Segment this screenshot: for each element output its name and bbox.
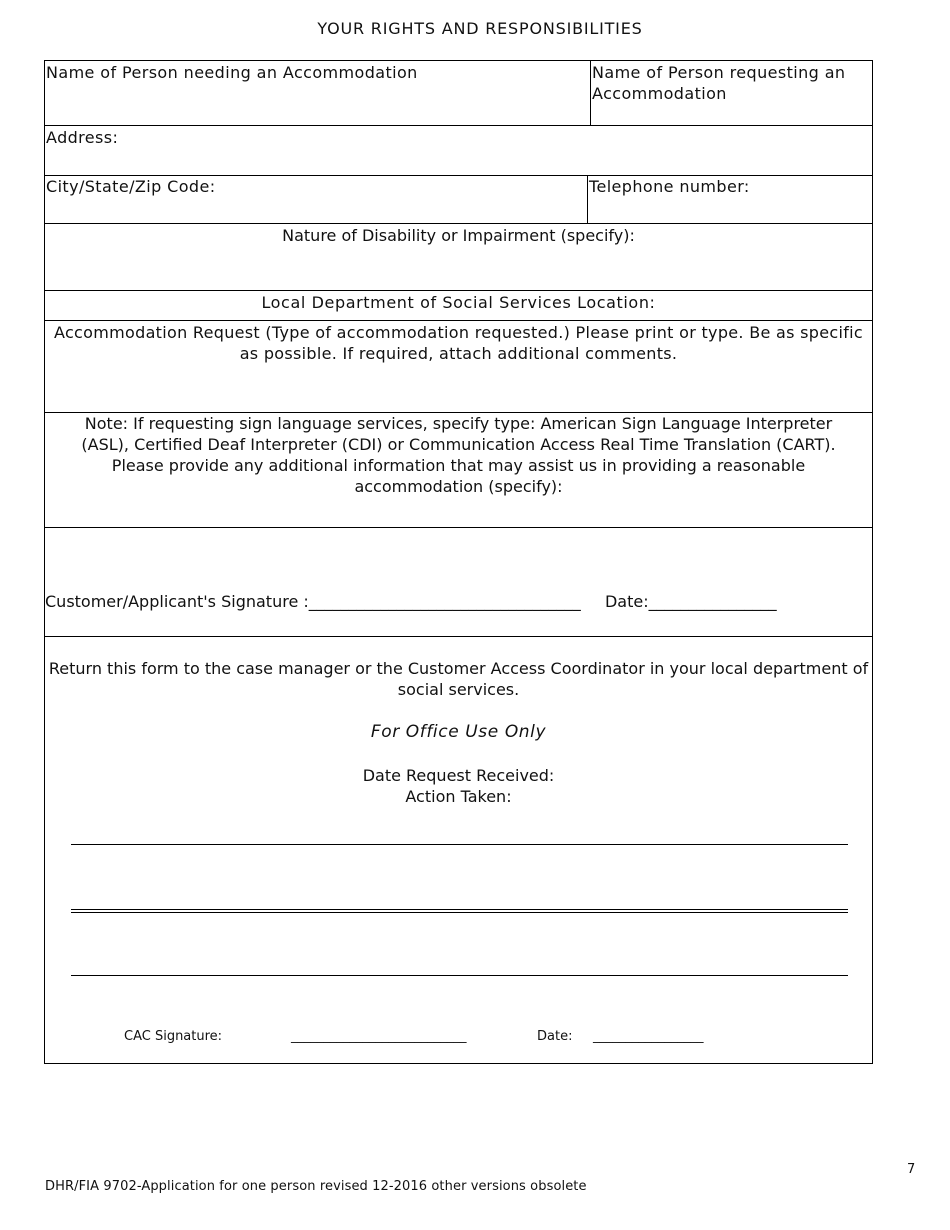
customer-signature-label: Customer/Applicant's Signature : <box>45 592 309 611</box>
action-line-2-double <box>71 912 848 913</box>
page-number: 7 <box>907 1162 916 1177</box>
return-instructions: Return this form to the case manager or the Customer Access Coordinator in your local department of social services. <box>48 659 869 699</box>
action-line-1[interactable] <box>71 844 848 845</box>
address-field[interactable] <box>45 126 872 175</box>
customer-date-blank[interactable]: ________________ <box>648 592 777 611</box>
telephone-label: Telephone number: <box>589 177 750 196</box>
city-state-zip-field[interactable] <box>45 176 587 223</box>
cac-date-label: Date: <box>537 1029 573 1044</box>
form-identifier: DHR/FIA 9702-Application for one person revised 12-2016 other versions obsolete <box>45 1179 587 1194</box>
additional-info-note: Please provide any additional information that may assist us in providing a reasonable accommodation (specify): <box>111 456 806 496</box>
date-request-received-label: Date Request Received: <box>362 766 555 785</box>
page-title: YOUR RIGHTS AND RESPONSIBILITIES <box>317 19 643 38</box>
disability-row[interactable] <box>45 224 872 291</box>
cac-signature-label: CAC Signature: <box>124 1029 223 1044</box>
address-label: Address: <box>46 128 119 147</box>
name-requesting-field[interactable] <box>590 61 872 125</box>
location-label: Local Department of Social Services Location: <box>261 293 656 312</box>
sign-language-note: Note: If requesting sign language services, specify type: American Sign Language Interpreter (ASL), Certified Deaf Interpreter (CDI) or Communication Access Real Time Translation (CART). <box>81 414 836 454</box>
cac-signature-blank[interactable]: ___________________________ <box>291 1029 467 1044</box>
accommodation-request-row[interactable] <box>45 321 872 413</box>
signature-row <box>45 528 872 637</box>
action-line-2[interactable] <box>71 909 848 910</box>
city-phone-row <box>45 176 872 224</box>
name-requesting-label: Name of Person requesting an Accommodation <box>592 63 846 103</box>
city-state-zip-label: City/State/Zip Code: <box>46 177 216 196</box>
name-needing-label: Name of Person needing an Accommodation <box>46 63 418 82</box>
customer-date-label: Date: <box>604 592 649 611</box>
action-taken-label: Action Taken: <box>405 787 512 806</box>
office-use-section <box>45 637 872 1063</box>
office-use-heading: For Office Use Only <box>370 722 547 742</box>
disability-label: Nature of Disability or Impairment (specify): <box>282 226 635 245</box>
cac-date-blank[interactable]: _________________ <box>593 1029 704 1044</box>
note-row[interactable] <box>45 413 872 528</box>
name-needing-field[interactable] <box>45 61 590 125</box>
customer-signature-blank[interactable]: __________________________________ <box>308 592 581 611</box>
address-row[interactable] <box>45 126 872 176</box>
names-row <box>45 61 872 126</box>
action-line-3[interactable] <box>71 975 848 976</box>
customer-signature-line <box>45 592 874 611</box>
location-row[interactable] <box>45 291 872 321</box>
accommodation-request-label: Accommodation Request (Type of accommodation requested.) Please print or type. Be as specific as possible. If required, attach additional comments. <box>54 323 863 363</box>
accommodation-form <box>44 60 873 1064</box>
telephone-field[interactable] <box>587 176 872 223</box>
